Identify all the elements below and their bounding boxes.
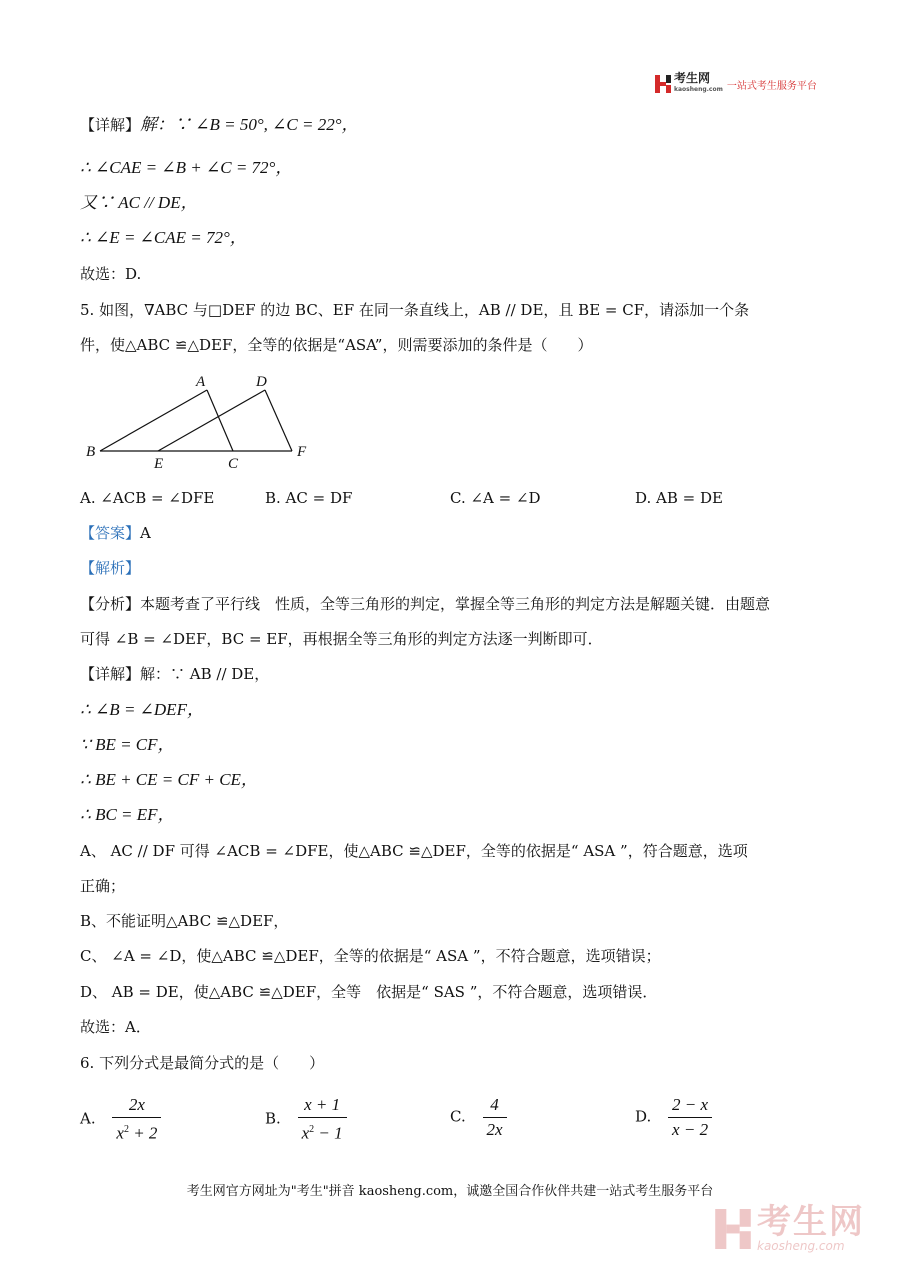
case-a-2: 正确； xyxy=(80,877,126,895)
q5-answer xyxy=(80,523,151,543)
case-a-1: A、 AC // DF 可得 ∠ACB = ∠DFE，使△ABC ≌△DEF，全等的依据是“ ASA ”，符合题意，选项 xyxy=(80,842,748,860)
watermark-domain: kaosheng.com xyxy=(757,1239,845,1253)
fenxi-line-2: 可得 ∠B = ∠DEF，BC = EF，再根据全等三角形的判定方法逐一判断即可． xyxy=(80,630,603,648)
q5-option-d: D. AB = DE xyxy=(635,489,723,507)
q6-option-b xyxy=(265,1095,347,1144)
fenxi-line-1 xyxy=(80,594,770,614)
q6-d-denominator: x − 2 xyxy=(672,1120,709,1139)
step-1: ∴ ∠B = ∠DEF， xyxy=(80,700,204,719)
q6-option-a xyxy=(80,1095,161,1144)
detail-label: 【详解】 xyxy=(80,116,141,134)
q6-c-numerator: 4 xyxy=(483,1095,507,1118)
prev-detail-line xyxy=(80,115,359,135)
fig-label-b: B xyxy=(86,444,96,460)
watermark-text: 考生网 xyxy=(757,1202,865,1242)
prev-line-2: ∴ ∠CAE = ∠B + ∠C = 72°， xyxy=(80,158,293,177)
xiangjie-text: 解：∵ AB // DE， xyxy=(140,665,270,683)
q6-fraction-c xyxy=(483,1095,507,1140)
q6-fraction-a xyxy=(112,1095,161,1144)
step-3: ∴ BE + CE = CF + CE， xyxy=(80,770,258,789)
fig-label-d: D xyxy=(256,374,267,390)
prev-line-4: ∴ ∠E = ∠CAE = 72°， xyxy=(80,228,247,247)
q5-option-a: A. ∠ACB = ∠DFE xyxy=(80,489,215,507)
q6-option-d-label: D. xyxy=(635,1107,652,1126)
prev-line-5: 故选：D. xyxy=(80,265,142,283)
q6-fraction-b xyxy=(298,1095,347,1144)
case-d: D、 AB = DE，使△ABC ≌△DEF，全等 依据是“ SAS ”，不符合题意，选项错误． xyxy=(80,983,658,1001)
prev-line-1: 解：∵ ∠B = 50°, ∠C = 22°， xyxy=(140,115,359,134)
q5-stem-2: 件，使△ABC ≌△DEF，全等的依据是“ASA”，则需要添加的条件是（ ） xyxy=(80,336,593,354)
fenxi-text-1: 本题考查了平行线 性质，全等三角形的判定，掌握全等三角形的判定方法是解题关键．由题意 xyxy=(140,595,771,613)
answer-label: 【答案】 xyxy=(80,524,141,542)
q6-b-denominator: $x^2 - 1$ xyxy=(301,1123,343,1143)
step-2: ∵ BE = CF， xyxy=(80,735,175,754)
choose-line: 故选：A． xyxy=(80,1018,151,1036)
q6-option-d xyxy=(635,1095,712,1140)
header-domain: kaosheng.com xyxy=(674,86,723,93)
header-logo xyxy=(655,72,817,96)
kaosheng-logo-icon xyxy=(655,75,671,93)
q5-stem-1: 5. 如图，∇ABC 与□DEF 的边 BC、EF 在同一条直线上，AB // DE，且 BE = CF，请添加一个条 xyxy=(80,301,750,319)
fig-label-f: F xyxy=(297,444,307,460)
q5-option-b: B. AC = DF xyxy=(265,489,353,507)
header-brand: 考生网 kaosheng.com xyxy=(674,72,723,96)
analysis-label: 【解析】 xyxy=(80,559,141,577)
case-c: C、 ∠A = ∠D，使△ABC ≌△DEF，全等的依据是“ ASA ”，不符合题意，选项错误； xyxy=(80,947,661,965)
page-footer: 考生网官方网址为"考生"拼音 kaosheng.com，诚邀全国合作伙伴共建一站式考生服务平台 xyxy=(186,1184,714,1199)
fig-label-a: A xyxy=(196,374,206,390)
fenxi-label: 【分析】 xyxy=(80,595,141,613)
fig-label-e: E xyxy=(154,456,164,472)
q6-stem: 6. 下列分式是最简分式的是（ ） xyxy=(80,1054,325,1072)
case-b: B、不能证明△ABC ≌△DEF， xyxy=(80,912,289,930)
q6-a-denominator: $x^2 + 2$ xyxy=(116,1123,158,1143)
xiangjie-line xyxy=(80,664,269,684)
q5-option-c: C. ∠A = ∠D xyxy=(450,489,541,507)
xiangjie-label: 【详解】 xyxy=(80,665,141,683)
q6-option-c xyxy=(450,1095,507,1140)
q5-figure xyxy=(80,370,330,475)
q6-b-numerator: x + 1 xyxy=(298,1095,347,1118)
watermark xyxy=(715,1202,865,1253)
q6-option-a-label: A. xyxy=(80,1109,96,1128)
watermark-logo-icon xyxy=(715,1209,751,1249)
q6-c-denominator: 2x xyxy=(486,1120,503,1139)
q6-a-numerator: 2x xyxy=(112,1095,161,1118)
q6-d-numerator: 2 − x xyxy=(668,1095,712,1118)
prev-line-3: 又∵ AC // DE， xyxy=(80,193,198,212)
q6-option-b-label: B. xyxy=(265,1109,281,1128)
header-slogan: 一站式考生服务平台 xyxy=(726,80,817,92)
q6-option-c-label: C. xyxy=(450,1107,466,1126)
step-4: ∴ BC = EF， xyxy=(80,805,175,824)
answer-value: A xyxy=(140,524,151,542)
q6-fraction-d xyxy=(668,1095,712,1140)
fig-label-c: C xyxy=(228,456,239,472)
